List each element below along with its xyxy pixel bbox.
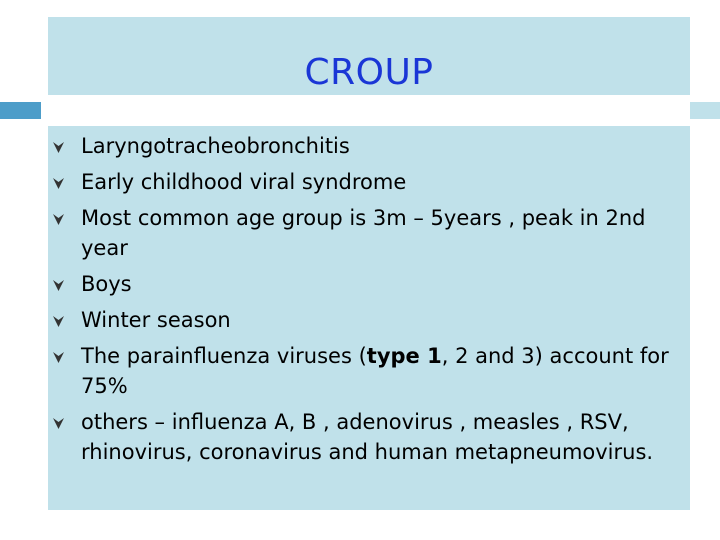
list-item <box>48 167 690 197</box>
bullet-text-post: , 2 and 3) account for 75% <box>81 344 669 398</box>
list-item <box>48 305 690 335</box>
diamond-arrow-bullet-icon <box>52 177 65 190</box>
bullet-text: Most common age group is 3m – 5years , peak in 2nd year <box>81 206 646 260</box>
content-panel <box>48 126 690 510</box>
diamond-arrow-bullet-icon <box>52 351 65 364</box>
bullet-text: Winter season <box>81 308 231 332</box>
accent-bar-right <box>690 102 720 119</box>
bullet-text <box>81 341 690 401</box>
bullet-text-bold: type 1 <box>366 344 442 368</box>
list-item <box>48 269 690 299</box>
diamond-arrow-bullet-icon <box>52 213 65 226</box>
list-item <box>48 341 690 401</box>
bullet-text-pre: The parainfluenza viruses ( <box>81 344 367 368</box>
diamond-arrow-bullet-icon <box>52 315 65 328</box>
list-item <box>48 407 690 467</box>
list-item <box>48 131 690 161</box>
bullet-list <box>48 131 690 473</box>
bullet-text: Laryngotracheobronchitis <box>81 134 350 158</box>
title-panel <box>48 17 690 95</box>
diamond-arrow-bullet-icon <box>52 417 65 430</box>
bullet-text: others – influenza A, B , adenovirus , measles , RSV, rhinovirus, coronavirus and human metapneumovirus. <box>81 410 654 464</box>
list-item <box>48 203 690 263</box>
diamond-arrow-bullet-icon <box>52 279 65 292</box>
diamond-arrow-bullet-icon <box>52 141 65 154</box>
bullet-text: Early childhood viral syndrome <box>81 170 407 194</box>
accent-bar-left <box>0 102 41 119</box>
slide-title: CROUP <box>304 52 434 93</box>
bullet-text: Boys <box>81 272 132 296</box>
